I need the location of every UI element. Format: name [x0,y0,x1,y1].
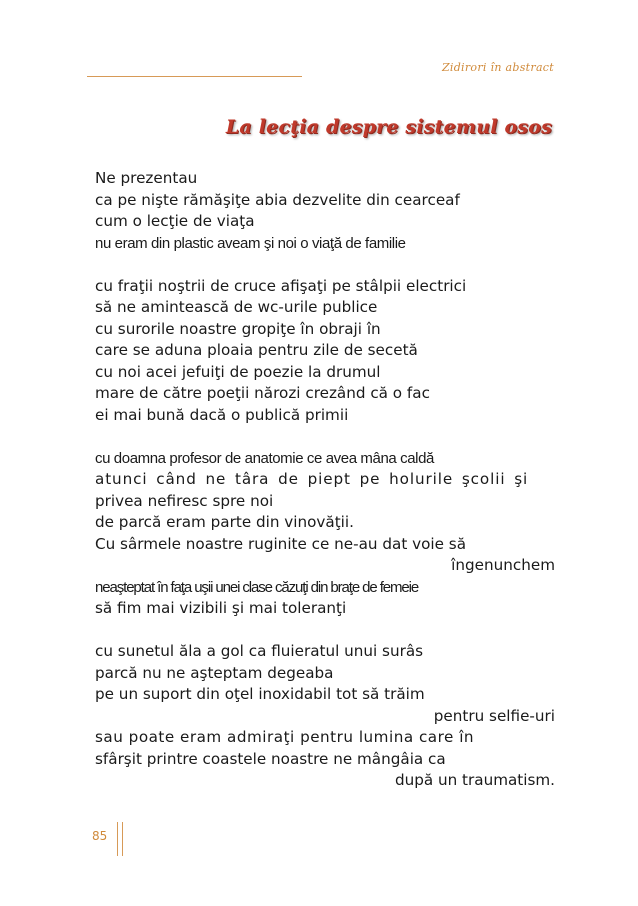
poem-line: ei mai bună dacă o publică primii [95,405,349,424]
poem-line: atunci când ne târa de piept pe holurile şcolii şi [95,470,529,488]
poem-line: după un traumatism. [394,771,555,789]
stanza-gap [95,620,555,642]
stanza-gap [95,426,555,448]
poem-line: privea nefiresc spre noi [95,491,274,510]
stanza-gap [95,254,555,276]
poem-line: să fim mai vizibili şi mai toleranţi [95,599,347,617]
running-head: Zidirori în abstract [441,61,554,74]
poem-line: sfârşit printre coastele noastre ne mângâia ca [95,749,446,768]
poem-line: nu eram din plastic aveam şi noi o viaţă de familie [95,234,406,252]
poem-line: sau poate eram admiraţi pentru lumina care în [95,728,475,746]
poem-line: parcă nu ne aşteptam degeaba [95,663,334,682]
poem-title: La lecţia despre sistemul osos [225,116,552,138]
poem-line: cum o lecţie de viaţa [95,212,255,230]
poem-line: mare de către poeţii nărozi crezând că o fac [95,384,430,402]
poem-line: neaşteptat în faţa uşii unei clase căzuţi din braţe de femeie [95,578,419,596]
poem-line: să ne amintească de wc-urile publice [95,298,378,316]
poem-line: pe un suport din oţel inoxidabil tot să trăim [95,685,425,703]
poem-line: pentru selfie-uri [433,706,555,725]
page-number: 85 [92,829,108,843]
poem-line: ca pe nişte rămăşiţe abia dezvelite din cearceaf [95,190,460,209]
poem-line: cu sunetul ăla a gol ca fluieratul unui surâs [95,642,424,660]
poem-line: care se aduna ploaia pentru zile de secetă [95,341,418,359]
poem-line: cu doamna profesor de anatomie ce avea mâna caldă [95,449,434,467]
poem-line: cu surorile noastre gropiţe în obraji în [95,319,381,338]
header-rule [87,76,302,77]
page-number-rule [117,822,123,856]
poem-line: Ne prezentau [95,169,198,187]
poem-line: cu noi acei jefuiţi de poezie la drumul [95,362,381,381]
poem-line: îngenunchem [451,556,555,574]
poem-line: cu fraţii noştrii de cruce afişaţi pe stâlpii electrici [95,276,467,295]
poem-body [95,168,555,792]
poem-line: Cu sârmele noastre ruginite ce ne-au dat voie să [95,534,467,553]
poem-line: de parcă eram parte din vinovăţii. [95,513,354,531]
